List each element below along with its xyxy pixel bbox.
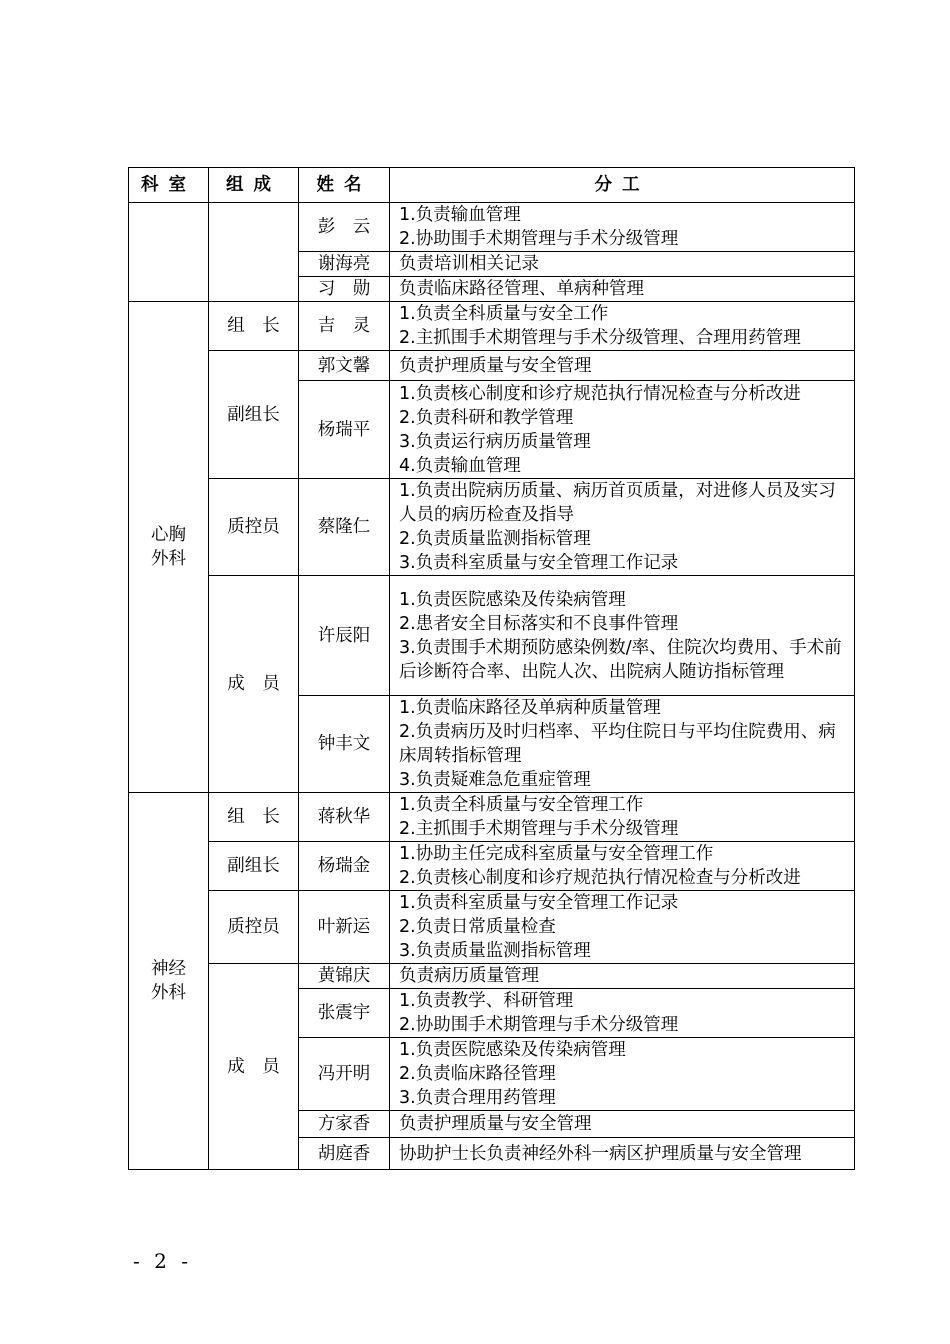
dept-cell-neurosurgery	[129, 793, 209, 1170]
duty-line: 3.负责合理用药管理	[399, 1088, 556, 1108]
duty-line: 1.负责医院感染及传染病管理	[399, 1040, 626, 1060]
header-group: 组成	[209, 168, 299, 203]
group-leader: 组 长	[209, 793, 299, 842]
duty-cell	[390, 351, 855, 381]
duty-line: 1.负责核心制度和诊疗规范执行情况检查与分析改进	[399, 383, 801, 404]
dept-line: 外科	[151, 983, 186, 1003]
duty-line: 协助护士长负责神经外科一病区护理质量与安全管理	[399, 1143, 802, 1164]
duty-line: 2.负责日常质量检查	[399, 917, 556, 937]
duty-line: 1.负责医院感染及传染病管理	[399, 589, 626, 610]
duty-cell	[390, 252, 855, 277]
duty-line: 1.负责全科质量与安全工作	[399, 304, 609, 324]
person-name: 张震宇	[299, 989, 390, 1038]
duty-cell	[390, 793, 855, 842]
duty-line: 3.负责围手术期预防感染例数/率、住院次均费用、手术前后诊断符合率、出院人次、出院病人随访指标管理	[399, 637, 842, 682]
dept-line: 外科	[151, 549, 186, 569]
person-name: 叶新运	[299, 891, 390, 964]
duty-line: 1.负责全科质量与安全管理工作	[399, 795, 644, 815]
person-name: 蔡隆仁	[299, 479, 390, 576]
person-name: 杨瑞平	[299, 381, 390, 479]
duty-line: 3.负责质量监测指标管理	[399, 941, 591, 961]
duty-cell	[390, 1038, 855, 1111]
person-name: 杨瑞金	[299, 842, 390, 891]
table-row	[129, 793, 855, 842]
duty-line: 负责护理质量与安全管理	[399, 355, 592, 376]
duty-cell	[390, 576, 855, 696]
duty-line: 2.负责质量监测指标管理	[399, 529, 591, 549]
duty-line: 2.主抓围手术期管理与手术分级管理	[399, 819, 679, 839]
table-row	[129, 576, 855, 696]
group-qc: 质控员	[209, 891, 299, 964]
table-row	[129, 964, 855, 989]
duty-line: 3.负责疑难急危重症管理	[399, 770, 591, 790]
group-deputy: 副组长	[209, 351, 299, 479]
duty-cell	[390, 1111, 855, 1138]
group-leader: 组 长	[209, 302, 299, 351]
person-name: 方家香	[299, 1111, 390, 1138]
person-name: 黄锦庆	[299, 964, 390, 989]
table-row	[129, 842, 855, 891]
duty-line: 2.负责临床路径管理	[399, 1064, 556, 1084]
duty-line: 负责临床路径管理、单病种管理	[399, 279, 644, 299]
header-dept: 科室	[129, 168, 209, 203]
duty-line: 2.负责科研和教学管理	[399, 407, 574, 428]
duty-line: 1.负责输血管理	[399, 205, 521, 225]
person-name: 谢海亮	[299, 252, 390, 277]
dept-cell-empty	[129, 203, 209, 302]
duty-line: 3.负责运行病历质量管理	[399, 431, 591, 452]
duty-line: 负责护理质量与安全管理	[399, 1114, 592, 1134]
table-row	[129, 891, 855, 964]
duty-cell	[390, 891, 855, 964]
table-row	[129, 351, 855, 381]
person-name: 钟丰文	[299, 696, 390, 793]
duty-line: 1.负责临床路径及单病种质量管理	[399, 698, 661, 718]
group-qc: 质控员	[209, 479, 299, 576]
duty-line: 2.负责病历及时归档率、平均住院日与平均住院费用、病床周转指标管理	[399, 722, 836, 766]
group-member: 成 员	[209, 964, 299, 1170]
duty-cell	[390, 381, 855, 479]
duty-line: 2.协助围手术期管理与手术分级管理	[399, 1015, 679, 1035]
person-name: 冯开明	[299, 1038, 390, 1111]
dept-line: 神经	[151, 959, 186, 979]
header-name: 姓名	[299, 168, 390, 203]
duty-line: 4.负责输血管理	[399, 455, 521, 476]
duty-cell	[390, 203, 855, 252]
table-header-row	[129, 168, 855, 203]
group-member: 成 员	[209, 576, 299, 793]
duty-cell	[390, 277, 855, 302]
dept-cell-cardiothoracic	[129, 302, 209, 793]
duty-assignment-table	[128, 167, 855, 1170]
person-name: 习 勋	[299, 277, 390, 302]
person-name: 吉 灵	[299, 302, 390, 351]
group-cell-empty	[209, 203, 299, 302]
duty-line: 1.负责出院病历质量、病历首页质量，对进修人员及实习人员的病历检查及指导	[399, 481, 836, 525]
duty-line: 2.负责核心制度和诊疗规范执行情况检查与分析改进	[399, 868, 801, 888]
duty-line: 负责培训相关记录	[399, 254, 539, 274]
person-name: 许辰阳	[299, 576, 390, 696]
person-name: 胡庭香	[299, 1138, 390, 1170]
person-name: 郭文馨	[299, 351, 390, 381]
header-duty: 分工	[390, 168, 855, 203]
person-name: 蒋秋华	[299, 793, 390, 842]
duty-cell	[390, 989, 855, 1038]
dept-line: 心胸	[151, 525, 186, 545]
duty-line: 2.主抓围手术期管理与手术分级管理、合理用药管理	[399, 328, 801, 348]
page-number: - 2 -	[133, 1249, 192, 1273]
duty-line: 1.负责科室质量与安全管理工作记录	[399, 893, 679, 913]
duty-cell	[390, 302, 855, 351]
group-deputy: 副组长	[209, 842, 299, 891]
person-name: 彭 云	[299, 203, 390, 252]
duty-line: 1.负责教学、科研管理	[399, 991, 574, 1011]
duty-line: 负责病历质量管理	[399, 966, 539, 986]
duty-cell	[390, 964, 855, 989]
duty-line: 1.协助主任完成科室质量与安全管理工作	[399, 844, 714, 864]
table-row	[129, 479, 855, 576]
duty-cell	[390, 842, 855, 891]
table-row	[129, 302, 855, 351]
table-row	[129, 203, 855, 252]
duty-line: 2.患者安全目标落实和不良事件管理	[399, 613, 679, 634]
duty-cell	[390, 479, 855, 576]
duty-cell	[390, 1138, 855, 1170]
duty-cell	[390, 696, 855, 793]
duty-line: 3.负责科室质量与安全管理工作记录	[399, 553, 679, 573]
duty-line: 2.协助围手术期管理与手术分级管理	[399, 229, 679, 249]
